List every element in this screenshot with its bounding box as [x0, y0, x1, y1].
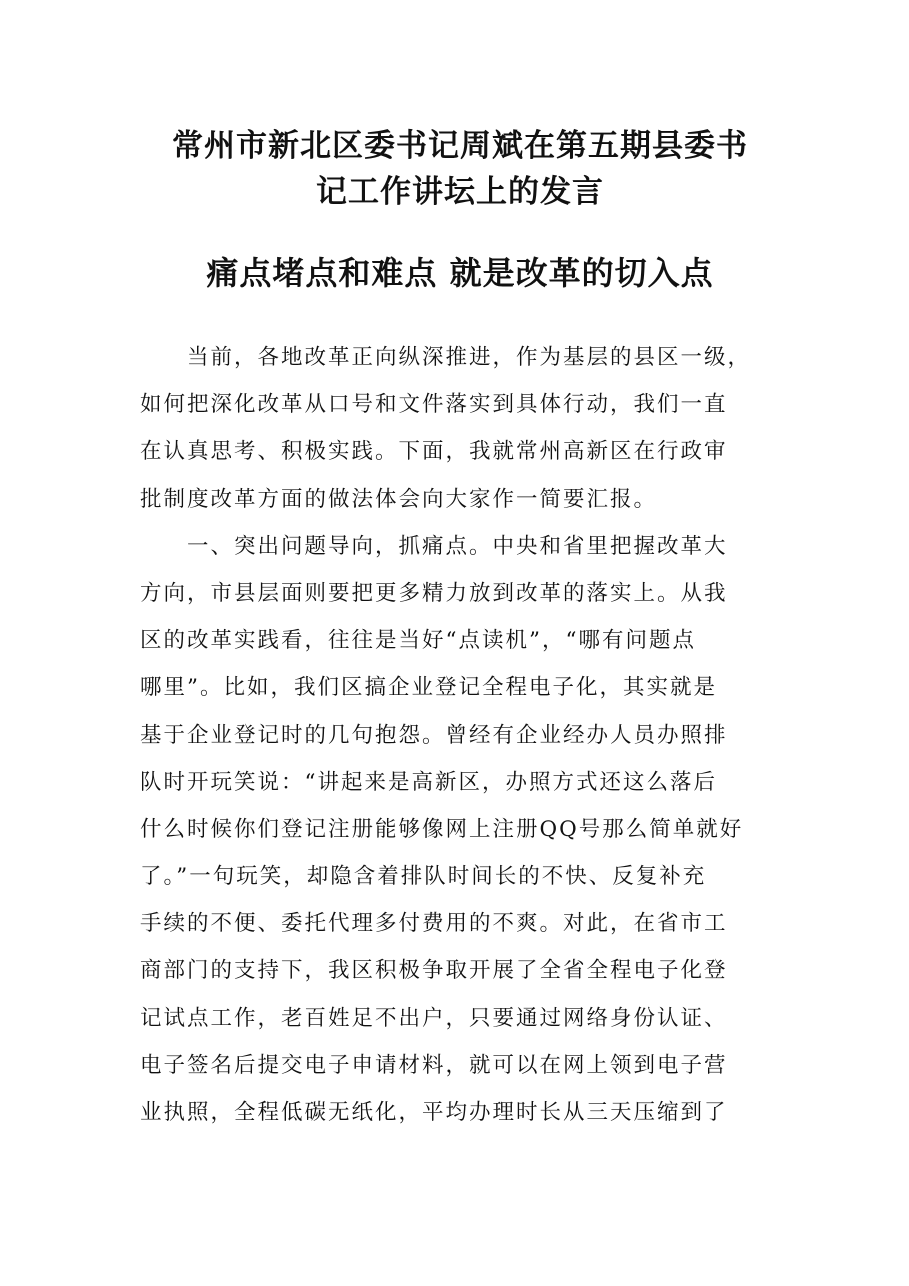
body-line: 基于企业登记时的几句抱怨。曾经有企业经办人员办照排 — [140, 722, 728, 748]
body-line: 方向，市县层面则要把更多精力放到改革的落实上。从我 — [140, 580, 728, 606]
body-line: 手续的不便、委托代理多付费用的不爽。对此，在省市工 — [140, 911, 728, 937]
body-line: 哪里”。比如，我们区搞企业登记全程电子化，其实就是 — [140, 675, 717, 701]
document-body — [140, 334, 780, 1136]
body-line: 记试点工作，老百姓足不出户，只要通过网络身份认证、 — [140, 1005, 728, 1031]
document-title-line-2: 记工作讲坛上的发言 — [316, 174, 604, 210]
body-line: 批制度改革方面的做法体会向大家作一简要汇报。 — [140, 486, 658, 512]
document-subtitle: 痛点堵点和难点 就是改革的切入点 — [206, 254, 714, 292]
body-line: 区的改革实践看，往往是当好“点读机”，“哪有问题点 — [140, 628, 696, 654]
body-line: 电子签名后提交电子申请材料，就可以在网上领到电子营 — [140, 1052, 728, 1078]
body-line: 了。”一句玩笑，却隐含着排队时间长的不快、反复补充 — [140, 864, 707, 890]
body-line: 当前，各地改革正向纵深推进，作为基层的县区一级， — [140, 345, 752, 370]
body-line: 队时开玩笑说：“讲起来是高新区，办照方式还这么落后 — [140, 769, 717, 795]
body-line: 在认真思考、积极实践。下面，我就常州高新区在行政审 — [140, 439, 728, 465]
body-line: 业执照，全程低碳无纸化，平均办理时长从三天压缩到了 — [140, 1100, 728, 1125]
document-title-line-1: 常州市新北区委书记周斌在第五期县委书 — [172, 128, 748, 164]
body-line: 商部门的支持下，我区积极争取开展了全省全程电子化登 — [140, 958, 728, 984]
body-line: 什么时候你们登记注册能够像网上注册QQ号那么简单就好 — [140, 816, 744, 842]
body-line: 一、突出问题导向，抓痛点。中央和省里把握改革大 — [140, 533, 728, 559]
body-line: 如何把深化改革从口号和文件落实到具体行动，我们一直 — [140, 392, 728, 418]
